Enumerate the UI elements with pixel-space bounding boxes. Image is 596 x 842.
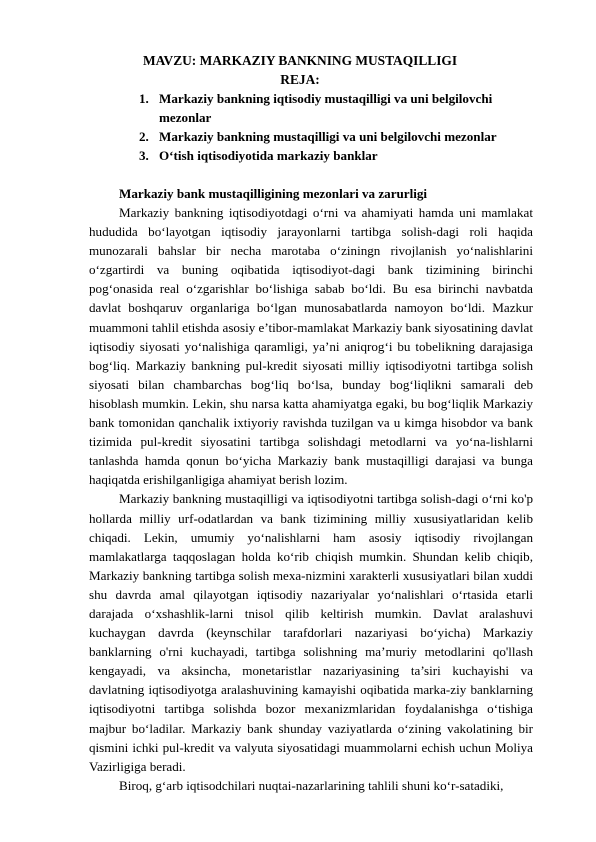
document-title: MAVZU: MARKAZIY BANKNING MUSTAQILLIGI <box>142 53 458 68</box>
paragraph: Markaziy bankning iqtisodiyotdagi o‘rni va ahamiyati hamda uni mamlakat hududida bo‘layotgan iqtisodiy jarayonlarni tartibga solish-dagi roli haqida munozarali bahslar bir necha marotaba o‘ziningn rivojlanish yo‘nalishlarini o‘zgartirdi va buning oqibatida iqtisodiyot-dagi bank tizimining birinchi pog‘onasida real o‘zgarishlar bo‘lishiga sabab bo‘ldi. Bu esa birinchi navbatda davlat boshqaruv organlariga bo‘lgan munosabatlarda namoyon bo‘ldi. Mazkur muammoni tahlil etishda asosiy e’tibor-mamlakat Markaziy bank siyosatining davlat iqtisodiy siyosati yo‘nalishiga qaramligi, ya’ni aniqrog‘i bu tobelikning darajasiga bog‘liq. Markaziy bankning pul-kredit siyosati milliy iqtisodiyotni tartibga solish siyosati bilan chambarchas bog‘liq bo‘lsa, bunday bog‘liqlikni samarali deb hisoblash mumkin. Lekin, shu narsa katta ahamiyatga egaki, bu bog‘liqlik Markaziy bank tomonidan qanchalik ixtiyoriy ravishda tuzilgan va u kimga hisobdor va bank tizimida pul-kredit siyosatini tartibga solishdagi metodlarni va yo‘na-lishlarni tanlashda hamda qonun bo‘yicha Markaziy bank mustaqilligi darajasi va bunga haqiqatda erishilganligiga ahamiyat berish lozim. <box>89 205 533 488</box>
paragraph: Biroq, g‘arb iqtisodchilari nuqtai-nazarlarining tahlili shuni ko‘r-satadiki, <box>119 777 504 793</box>
plan-item-number: 1. <box>139 91 149 106</box>
plan-item-text: Markaziy bankning iqtisodiy mustaqilligi va uni belgilovchi mezonlar <box>159 91 493 126</box>
plan-item <box>139 127 539 146</box>
plan-item-text: O‘tish iqtisodiyotida markaziy banklar <box>159 148 378 164</box>
paragraph: Markaziy bankning mustaqilligi va iqtisodiyotni tartibga solish-dagi o‘rni ko'p hollarda milliy urf-odatlardan va bank tizimining milliy xususiyatlaridan kelib chiqadi. Lekin, umumiy yo‘nalishlarni ham asosiy iqtisodiy rivojlangan mamlakatlarga taqqoslagan holda ko‘rib chiqish mumkin. Shundan kelib chiqib, Markaziy bankning tartibga solish mexa-nizmini xarakterli xususiyatlari bilan xuddi shu davrda amal qilayotgan iqtisodiy nazariyalar yo‘nalishlari o‘rtasida etarli darajada o‘xshashlik-larni tnisol qilib keltirish mumkin. Davlat aralashuvi kuchaygan davrda (keynschilar tarafdorlari nazariyasi bo‘yicha) Markaziy banklarning o'rni kuchayadi, tartibga solishning ma’muriy metodlarini qo'llash kengayadi, va aksincha, monetaristlar nazariyasining ta’siri kuchayishi va davlatning iqtisodiyotga aralashuvining kamayishi oqibatida marka-ziy banklarning iqtisodiyotni tartibga solishda bozor mexanizmlaridan foydalanishga o‘tishiga majbur bo‘ladilar. Markaziy bank shunday vaziyatlarda o‘zining vakolatining bir qismini ichki pul-kredit va valyuta siyosatidagi muammolarni echish uchun Moliya Vazirligiga beradi. <box>89 491 533 774</box>
plan-label: REJA: <box>280 72 320 87</box>
plan-item <box>139 89 539 127</box>
plan-item-number: 2. <box>139 129 149 145</box>
plan-item <box>139 146 539 165</box>
plan-item-number: 3. <box>139 148 149 164</box>
section-heading: Markaziy bank mustaqilligining mezonlari va zarurligi <box>119 186 428 201</box>
body-text <box>89 203 533 795</box>
plan-item-text: Markaziy bankning mustaqilligi va uni belgilovchi mezonlar <box>159 129 497 145</box>
plan-list <box>139 89 539 165</box>
